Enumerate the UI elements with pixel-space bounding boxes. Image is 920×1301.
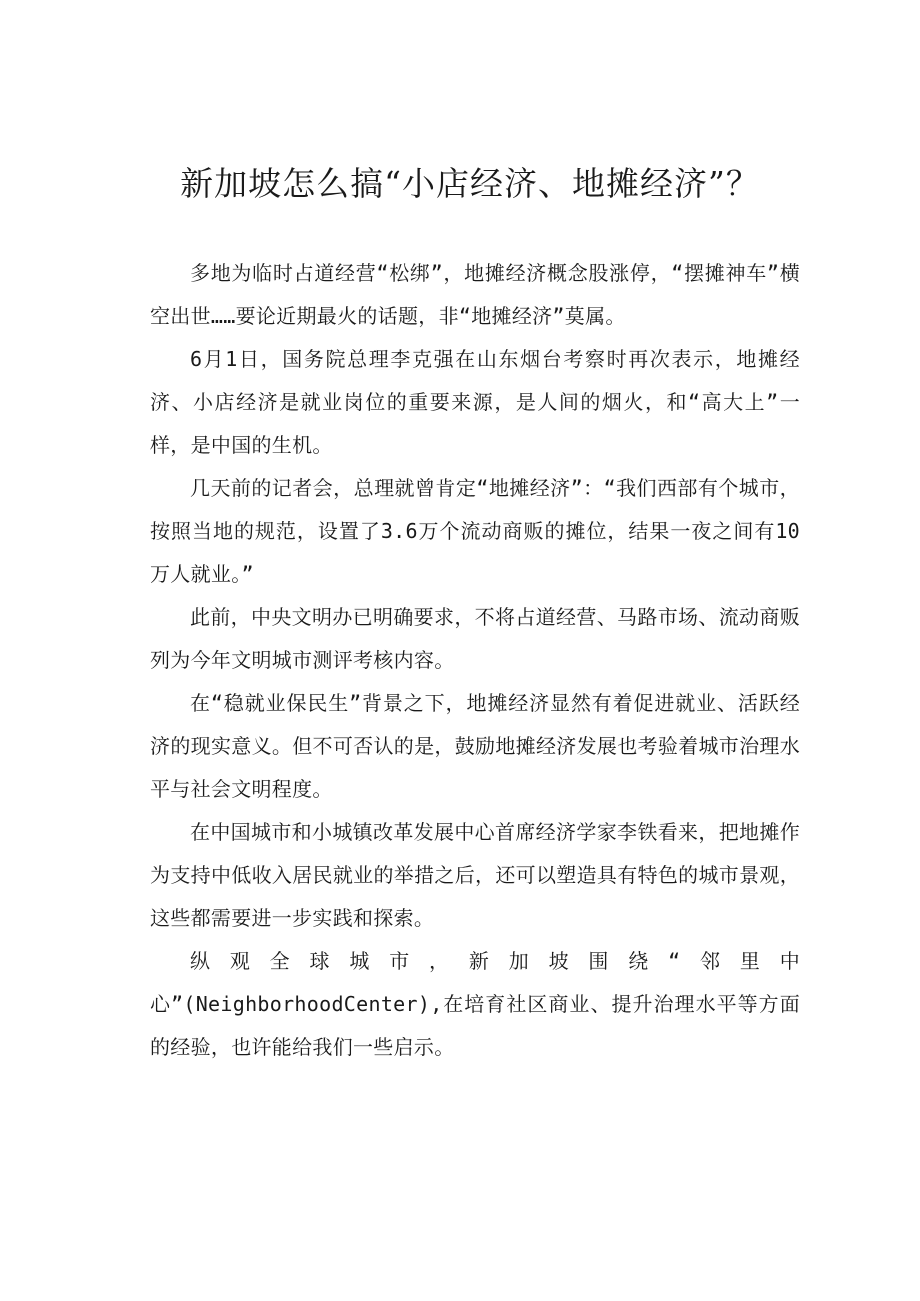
paragraph-2: 6月1日，国务院总理李克强在山东烟台考察时再次表示，地摊经济、小店经济是就业岗位的重要来源，是人间的烟火，和“高大上”一样，是中国的生机。 <box>150 347 800 457</box>
paragraph-7 <box>150 940 800 1069</box>
paragraph-7-line-1: 纵观全球城市，新加坡围绕“邻里中 <box>190 949 800 973</box>
paragraph-6: 在中国城市和小城镇改革发展中心首席经济学家李铁看来，把地摊作为支持中低收入居民就业的举措之后，还可以塑造具有特色的城市景观，这些都需要进一步实践和探索。 <box>150 820 800 930</box>
document-body <box>150 252 800 1069</box>
document-title: 新加坡怎么搞“小店经济、地摊经济”？ <box>180 164 760 203</box>
paragraph-1: 多地为临时占道经营“松绑”，地摊经济概念股涨停，“摆摊神车”横空出世……要论近期最火的话题，非“地摊经济”莫属。 <box>150 261 800 328</box>
paragraph-5: 在“稳就业保民生”背景之下，地摊经济显然有着促进就业、活跃经济的现实意义。但不可否认的是，鼓励地摊经济发展也考验着城市治理水平与社会文明程度。 <box>150 691 800 801</box>
paragraph-4: 此前，中央文明办已明确要求，不将占道经营、马路市场、流动商贩列为今年文明城市测评考核内容。 <box>150 605 800 672</box>
paragraph-3: 几天前的记者会，总理就曾肯定“地摊经济”：“我们西部有个城市，按照当地的规范，设置了3.6万个流动商贩的摊位，结果一夜之间有10万人就业。” <box>150 476 800 586</box>
paragraph-7-continuation: 心”(NeighborhoodCenter),在培育社区商业、提升治理水平等方面的经验，也许能给我们一些启示。 <box>150 992 800 1059</box>
